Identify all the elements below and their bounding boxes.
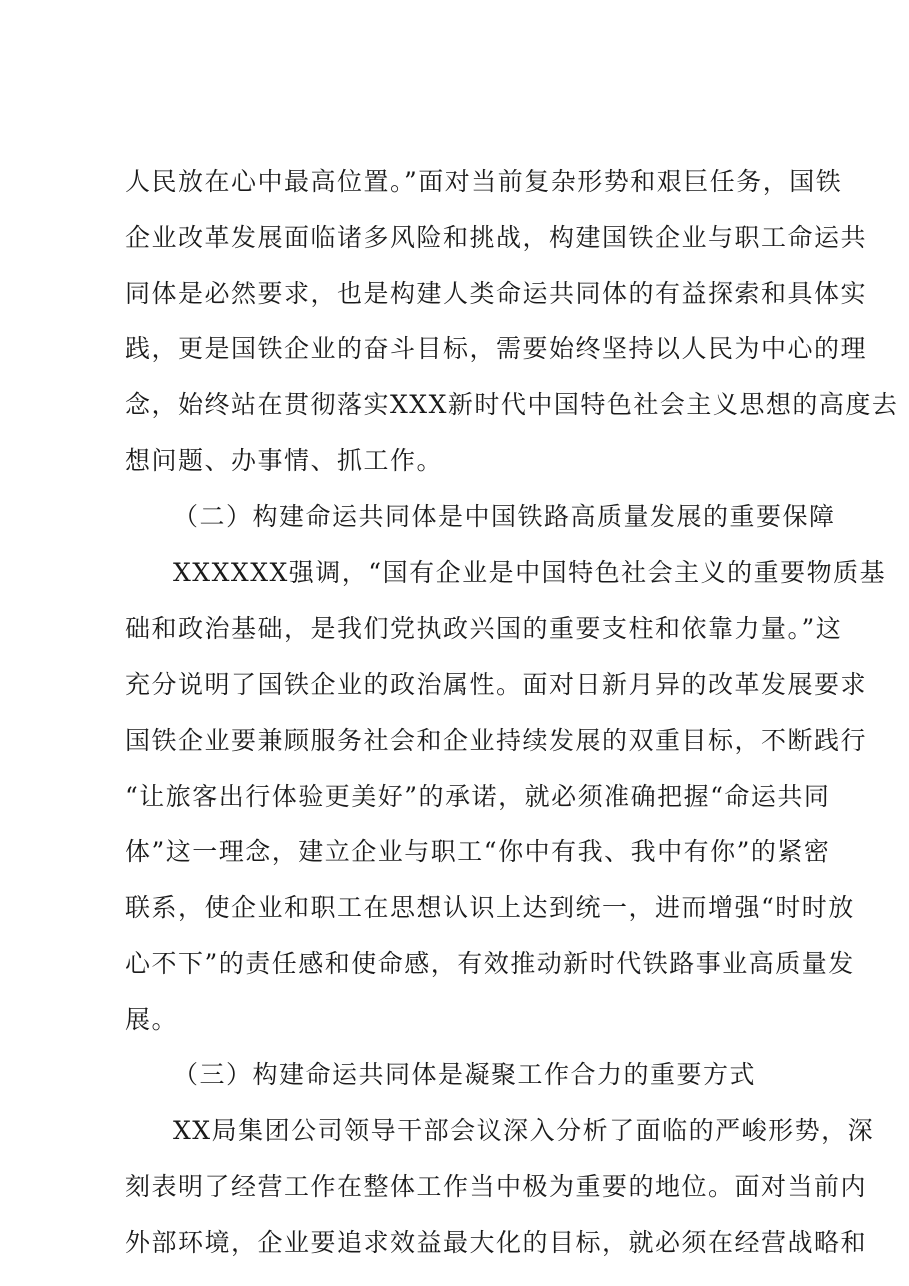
paragraph-2-line-9: 展。 [125, 1005, 179, 1034]
paragraph-2-line-7: 联系，使企业和职工在思想认识上达到统一，进而增强“时时放 [125, 893, 855, 922]
paragraph-1-line-6: 想问题、办事情、抓工作。 [125, 446, 444, 475]
section-heading-2: （二）构建命运共同体是中国铁路高质量发展的重要保障 [173, 502, 836, 531]
paragraph-1-line-5: 念，始终站在贯彻落实XXX新时代中国特色社会主义思想的高度去 [125, 390, 899, 419]
paragraph-2-line-4: 国铁企业要兼顾服务社会和企业持续发展的双重目标，不断践行 [125, 726, 868, 755]
paragraph-1-line-3: 同体是必然要求，也是构建人类命运共同体的有益探索和具体实 [125, 279, 868, 308]
paragraph-3-line-2: 刻表明了经营工作在整体工作当中极为重要的地位。面对当前内 [125, 1172, 868, 1201]
paragraph-2-line-1: XXXXXX强调，“国有企业是中国特色社会主义的重要物质基 [173, 558, 887, 587]
paragraph-1-line-1: 人民放在心中最高位置。”面对当前复杂形势和艰巨任务，国铁 [125, 167, 843, 196]
section-heading-3: （三）构建命运共同体是凝聚工作合力的重要方式 [173, 1060, 757, 1089]
paragraph-3-line-3: 外部环境，企业要追求效益最大化的目标，就必须在经营战略和 [125, 1228, 868, 1257]
paragraph-2-line-5: “让旅客出行体验更美好”的承诺，就必须准确把握“命运共同 [125, 782, 831, 811]
paragraph-1-line-4: 践，更是国铁企业的奋斗目标，需要始终坚持以人民为中心的理 [125, 334, 868, 363]
paragraph-2-line-6: 体”这一理念，建立企业与职工“你中有我、我中有你”的紧密 [125, 837, 831, 866]
paragraph-3-line-1: XX局集团公司领导干部会议深入分析了面临的严峻形势，深 [173, 1116, 875, 1145]
paragraph-1-line-2: 企业改革发展面临诸多风险和挑战，构建国铁企业与职工命运共 [125, 223, 868, 252]
paragraph-2-line-2: 础和政治基础，是我们党执政兴国的重要支柱和依靠力量。”这 [125, 614, 843, 643]
paragraph-2-line-3: 充分说明了国铁企业的政治属性。面对日新月异的改革发展要求 [125, 670, 868, 699]
paragraph-2-line-8: 心不下”的责任感和使命感，有效推动新时代铁路事业高质量发 [125, 949, 855, 978]
